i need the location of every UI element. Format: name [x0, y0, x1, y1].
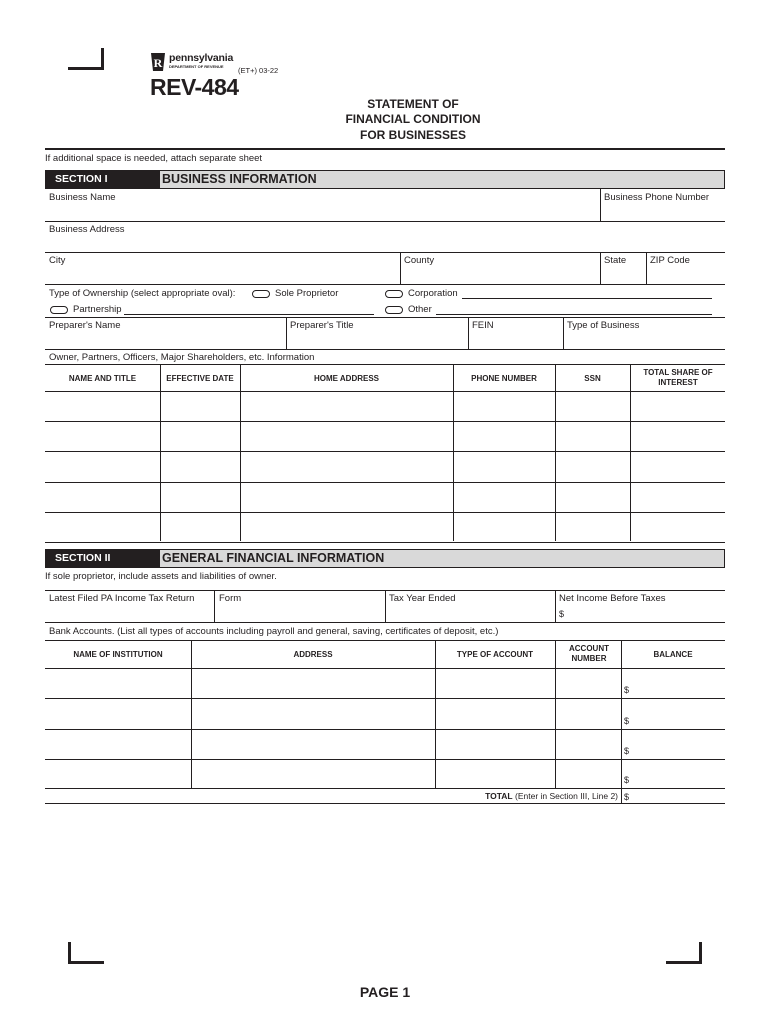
bank-cell[interactable]: [556, 730, 620, 758]
form-title-line2: FINANCIAL CONDITION: [345, 112, 481, 126]
state-label: State: [604, 255, 627, 266]
crop-mark-top-left: [68, 48, 104, 70]
bank-cell[interactable]: [436, 699, 554, 728]
other-label: Other: [408, 304, 432, 315]
owners-cell[interactable]: [161, 452, 239, 480]
total-note: (Enter in Section III, Line 2): [515, 791, 618, 801]
partnership-label: Partnership: [73, 304, 122, 315]
balance-dollar: $: [624, 775, 630, 785]
section1-title: BUSINESS INFORMATION: [162, 172, 317, 186]
owners-cell[interactable]: [46, 392, 159, 420]
city-field[interactable]: [45, 268, 399, 283]
row-rule: [45, 221, 725, 222]
owners-cell[interactable]: [241, 513, 452, 541]
form-title-line3: FOR BUSINESSES: [359, 128, 467, 142]
form-number: REV-484: [150, 74, 239, 100]
owners-cell[interactable]: [161, 392, 239, 420]
owners-cell[interactable]: [161, 422, 239, 450]
svg-text:R: R: [153, 56, 163, 70]
sole-proprietor-note: If sole proprietor, include assets and liabilities of owner.: [45, 571, 277, 582]
partnership-line[interactable]: [124, 314, 374, 315]
bank-col-address: ADDRESS: [293, 650, 333, 659]
bank-cell[interactable]: [46, 669, 190, 697]
total-col-rule: [621, 788, 622, 803]
bank-col-account-number: ACCOUNT NUMBER: [569, 644, 609, 663]
ownership-label: Type of Ownership (select appropriate oval):: [49, 288, 236, 299]
owners-cell[interactable]: [631, 392, 724, 420]
owners-cell[interactable]: [241, 452, 452, 480]
bank-col-institution: NAME OF INSTITUTION: [73, 650, 163, 659]
form-label: Form: [219, 593, 242, 604]
bank-col-balance: BALANCE: [653, 650, 693, 659]
owners-cell[interactable]: [161, 483, 239, 511]
row-rule: [45, 252, 725, 253]
zip-field[interactable]: [647, 268, 725, 283]
bank-cell[interactable]: [436, 730, 554, 758]
owners-col-effective-date: EFFECTIVE DATE: [166, 374, 234, 383]
bank-cell[interactable]: [556, 760, 620, 787]
bank-cell[interactable]: [622, 730, 724, 758]
sole-proprietor-label: Sole Proprietor: [275, 288, 339, 299]
type-of-business-label: Type of Business: [567, 320, 640, 331]
keystone-icon: [150, 52, 166, 72]
net-income-label: Net Income Before Taxes: [559, 593, 666, 604]
owners-cell[interactable]: [556, 483, 629, 511]
business-name-label: Business Name: [49, 192, 116, 203]
header-rule: [45, 148, 725, 150]
preparer-title-field[interactable]: [287, 333, 467, 348]
business-phone-label: Business Phone Number: [604, 192, 710, 203]
business-address-label: Business Address: [49, 224, 125, 235]
form-version: (ET+) 03-22: [238, 66, 279, 75]
tax-year-ended-label: Tax Year Ended: [389, 593, 456, 604]
preparer-name-label: Preparer's Name: [49, 320, 121, 331]
agency-name: pennsylvania: [169, 52, 234, 64]
form-title-line1: STATEMENT OF: [367, 97, 459, 111]
business-phone-field[interactable]: [601, 205, 725, 221]
bank-cell[interactable]: [192, 699, 434, 728]
owners-cell[interactable]: [46, 513, 159, 541]
bank-cell[interactable]: [436, 760, 554, 787]
agency-department: DEPARTMENT OF REVENUE: [169, 64, 224, 69]
county-label: County: [404, 255, 435, 266]
other-oval[interactable]: [385, 306, 403, 314]
type-of-business-field[interactable]: [564, 333, 725, 348]
corporation-label: Corporation: [408, 288, 458, 299]
partnership-oval[interactable]: [50, 306, 68, 314]
bank-cell[interactable]: [46, 699, 190, 728]
balance-dollar: $: [624, 746, 630, 756]
bank-cell[interactable]: [192, 669, 434, 697]
other-line[interactable]: [436, 314, 712, 315]
bank-cell[interactable]: [622, 699, 724, 728]
bank-cell[interactable]: [556, 699, 620, 728]
corporation-oval[interactable]: [385, 290, 403, 298]
total-balance-field[interactable]: [632, 788, 725, 803]
owners-cell[interactable]: [631, 513, 724, 541]
owners-cell[interactable]: [556, 513, 629, 541]
city-label: City: [49, 255, 66, 266]
fein-label: FEIN: [472, 320, 494, 331]
owners-cell[interactable]: [556, 422, 629, 450]
crop-mark-bottom-left: [68, 942, 104, 964]
total-dollar: $: [624, 792, 630, 802]
owners-cell[interactable]: [46, 452, 159, 480]
business-address-field[interactable]: [45, 236, 725, 252]
bank-cell[interactable]: [436, 669, 554, 697]
section2-title: GENERAL FINANCIAL INFORMATION: [162, 551, 385, 565]
county-field[interactable]: [401, 268, 599, 283]
bank-cell[interactable]: [46, 760, 190, 787]
row-rule: [45, 622, 725, 623]
owners-cell[interactable]: [241, 422, 452, 450]
bank-cell[interactable]: [622, 760, 724, 787]
section2-header: [45, 549, 725, 568]
owners-cell[interactable]: [46, 422, 159, 450]
page-number: PAGE 1: [359, 984, 411, 1000]
bank-cell[interactable]: [192, 760, 434, 787]
business-name-field[interactable]: [45, 205, 599, 221]
total-word: TOTAL: [485, 791, 513, 801]
total-label: [380, 791, 618, 801]
section1-header: [45, 170, 725, 189]
bank-cell[interactable]: [192, 730, 434, 758]
bank-col-type: TYPE OF ACCOUNT: [456, 650, 534, 659]
owners-col-share: TOTAL SHARE OF INTEREST: [643, 368, 713, 387]
owners-row-rule: [45, 542, 725, 543]
row-rule: [45, 349, 725, 350]
owners-cell[interactable]: [454, 513, 554, 541]
bank-table-bottom: [45, 803, 725, 804]
net-income-field[interactable]: [568, 605, 725, 621]
owners-cell[interactable]: [241, 483, 452, 511]
latest-return-label: Latest Filed PA Income Tax Return: [49, 593, 195, 604]
owners-table-top: [45, 364, 725, 365]
owners-cell[interactable]: [631, 452, 724, 480]
state-field[interactable]: [601, 268, 645, 283]
bank-cell[interactable]: [556, 669, 620, 697]
bank-row-rule: [45, 788, 725, 789]
owners-cell[interactable]: [454, 422, 554, 450]
bank-cell[interactable]: [46, 730, 190, 758]
section2-tag: SECTION II: [46, 550, 160, 567]
owners-cell[interactable]: [631, 422, 724, 450]
corporation-line[interactable]: [462, 298, 712, 299]
additional-space-note: If additional space is needed, attach separate sheet: [45, 153, 263, 164]
owners-cell[interactable]: [241, 392, 452, 420]
owners-cell[interactable]: [46, 483, 159, 511]
owners-cell[interactable]: [556, 392, 629, 420]
fein-field[interactable]: [469, 333, 562, 348]
bank-cell[interactable]: [622, 669, 724, 697]
preparer-title-label: Preparer's Title: [290, 320, 354, 331]
owners-col-home-address: HOME ADDRESS: [313, 374, 380, 383]
bank-accounts-label: Bank Accounts. (List all types of accounts including payroll and general, saving, certificates of deposit, etc.): [49, 626, 499, 637]
owners-col-name: NAME AND TITLE: [68, 374, 137, 383]
net-income-dollar: $: [559, 609, 565, 619]
preparer-name-field[interactable]: [45, 333, 285, 348]
crop-mark-bottom-right: [666, 942, 702, 964]
section1-tag: SECTION I: [46, 171, 160, 188]
divider: [555, 590, 556, 622]
balance-dollar: $: [624, 685, 630, 695]
owners-label: Owner, Partners, Officers, Major Shareholders, etc. Information: [49, 352, 315, 363]
tax-year-ended-field[interactable]: [386, 605, 554, 621]
owners-cell[interactable]: [454, 392, 554, 420]
bank-table-top: [45, 640, 725, 641]
owners-cell[interactable]: [631, 483, 724, 511]
owners-cell[interactable]: [161, 513, 239, 541]
owners-cell[interactable]: [556, 452, 629, 480]
owners-cell[interactable]: [454, 483, 554, 511]
owners-col-ssn: SSN: [584, 374, 601, 383]
balance-dollar: $: [624, 716, 630, 726]
row-rule: [45, 317, 725, 318]
form-field[interactable]: [215, 605, 384, 621]
owners-cell[interactable]: [454, 452, 554, 480]
agency-logo: [150, 52, 240, 74]
owners-col-phone: PHONE NUMBER: [471, 374, 537, 383]
sole-proprietor-oval[interactable]: [252, 290, 270, 298]
zip-label: ZIP Code: [650, 255, 690, 266]
row-rule: [45, 284, 725, 285]
